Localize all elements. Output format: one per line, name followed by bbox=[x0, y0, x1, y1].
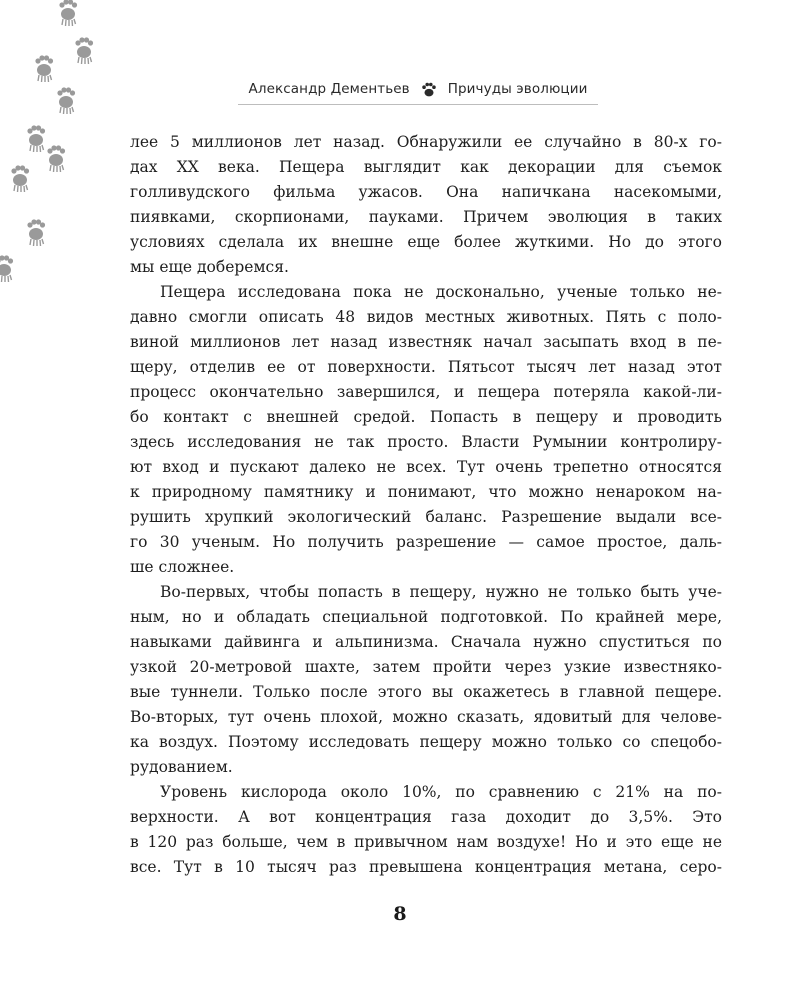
text-line: навыками дайвинга и альпинизма. Сначала нужно спуститься по bbox=[130, 633, 722, 651]
text-line: давно смогли описать 48 видов местных животных. Пять с поло- bbox=[130, 308, 722, 326]
text-line: здесь исследования не так просто. Власти Румынии контролиру- bbox=[130, 433, 722, 451]
text-line: ка воздух. Поэтому исследовать пещеру можно только со спецобо- bbox=[130, 733, 722, 751]
text-line: ют вход и пускают далеко не всех. Тут очень трепетно относятся bbox=[130, 458, 722, 476]
text-line: пиявками, скорпионами, пауками. Причем эволюция в таких bbox=[130, 208, 722, 226]
page-number: 8 bbox=[393, 903, 407, 925]
text-line: процесс окончательно завершился, и пещера потеряла какой-ли- bbox=[130, 383, 722, 401]
text-line: мы еще доберемся. bbox=[130, 258, 289, 276]
text-line: к природному памятнику и понимают, что можно ненароком на- bbox=[130, 483, 722, 501]
text-line: все. Тут в 10 тысяч раз превышена концентрация метана, серо- bbox=[130, 858, 722, 876]
text-line: го 30 ученым. Но получить разрешение — самое простое, даль- bbox=[130, 533, 722, 551]
text-line: Пещера исследована пока не досконально, ученые только не- bbox=[160, 283, 722, 301]
text-line: вые туннели. Только после этого вы окажетесь в главной пещере. bbox=[130, 683, 722, 701]
text-line: щеру, отделив ее от поверхности. Пятьсот тысяч лет назад этот bbox=[130, 358, 722, 376]
paw-print-icon bbox=[419, 80, 439, 98]
text-line: дах XX века. Пещера выглядит как декорации для съемок bbox=[130, 158, 722, 176]
running-header bbox=[238, 80, 598, 105]
text-line: узкой 20-метровой шахте, затем пройти через узкие известняко- bbox=[130, 658, 722, 676]
paw-prints-trail-icon bbox=[0, 0, 110, 300]
header-author: Александр Дементьев bbox=[248, 81, 410, 97]
text-line: виной миллионов лет назад известняк начал засыпать вход в пе- bbox=[130, 333, 722, 351]
text-line: ше сложнее. bbox=[130, 558, 235, 576]
text-line: рудованием. bbox=[130, 758, 233, 776]
text-line: Уровень кислорода около 10%, по сравнению с 21% на по- bbox=[160, 783, 722, 801]
text-line: верхности. А вот концентрация газа доходит до 3,5%. Это bbox=[130, 808, 722, 826]
text-line: в 120 раз больше, чем в привычном нам воздухе! Но и это еще не bbox=[130, 833, 722, 851]
text-line: Во-первых, чтобы попасть в пещеру, нужно не только быть уче- bbox=[160, 583, 722, 601]
header-title: Причуды эволюции bbox=[447, 81, 588, 97]
text-line: ным, но и обладать специальной подготовкой. По крайней мере, bbox=[130, 608, 722, 626]
text-line: рушить хрупкий экологический баланс. Разрешение выдали все- bbox=[130, 508, 722, 526]
text-line: лее 5 миллионов лет назад. Обнаружили ее случайно в 80-х го- bbox=[130, 133, 722, 151]
text-line: бо контакт с внешней средой. Попасть в пещеру и проводить bbox=[130, 408, 722, 426]
text-line: условиях сделала их внешне еще более жуткими. Но до этого bbox=[130, 233, 722, 251]
text-line: Во-вторых, тут очень плохой, можно сказать, ядовитый для челове- bbox=[130, 708, 722, 726]
text-line: голливудского фильма ужасов. Она напичкана насекомыми, bbox=[130, 183, 722, 201]
body-text bbox=[130, 130, 722, 880]
